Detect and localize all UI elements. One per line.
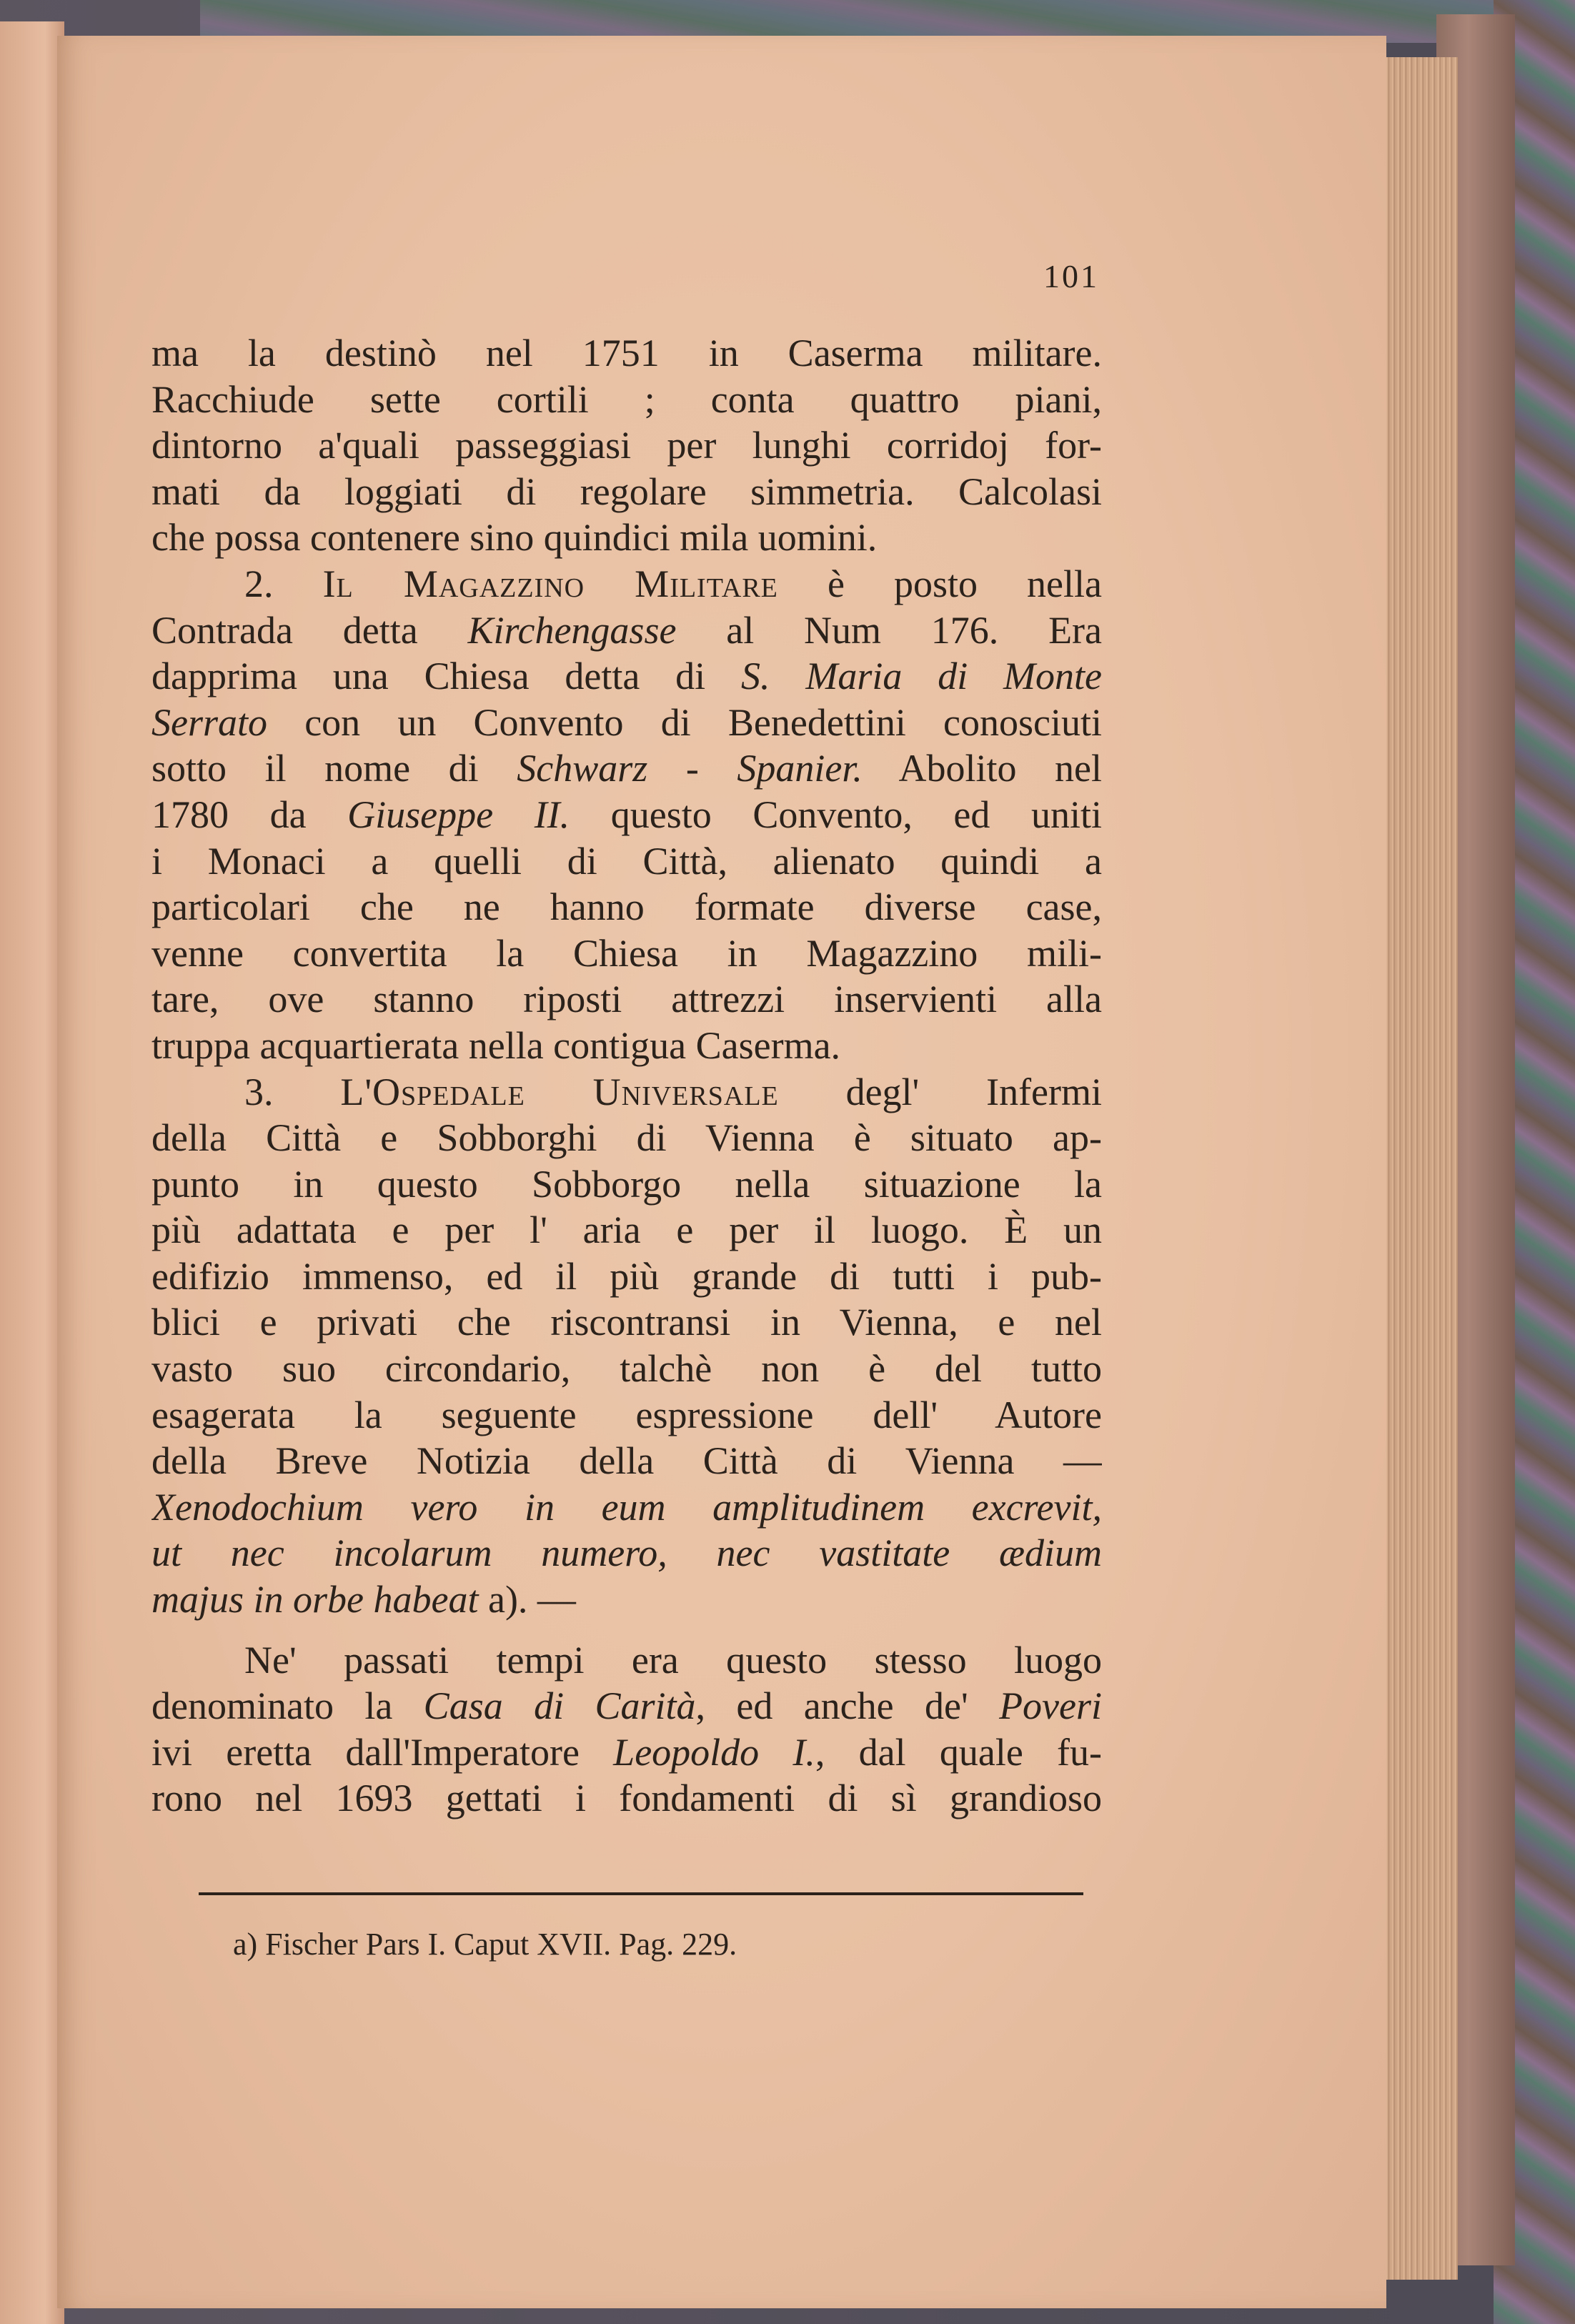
text-span: i Monaci a quelli di Città, alienato quindi a <box>151 839 1102 883</box>
text-span: mati da loggiati di regolare simmetria. Calcolasi <box>151 470 1102 513</box>
text-span: , dal quale fu- <box>815 1730 1102 1774</box>
text-line <box>151 838 1102 885</box>
italic-text: majus in orbe habeat <box>151 1578 479 1622</box>
text-line <box>151 1530 1102 1576</box>
page-edges <box>1379 57 1458 2280</box>
text-line <box>151 561 1102 607</box>
text-line <box>151 1299 1102 1346</box>
text-line <box>151 330 1102 377</box>
text-span: punto in questo Sobborgo nella situazione la <box>151 1162 1102 1206</box>
text-span: ma la destinò nel 1751 in Caserma militare. <box>151 332 1102 374</box>
text-line <box>151 1023 1102 1069</box>
text-line <box>151 422 1102 469</box>
text-line <box>151 607 1102 654</box>
text-line <box>151 653 1102 700</box>
text-span: vasto suo circondario, talchè non è del tutto <box>151 1347 1102 1391</box>
italic-text: Poveri <box>999 1684 1102 1728</box>
text-span: 3. <box>244 1070 341 1113</box>
italic-text: Leopoldo I. <box>613 1730 815 1774</box>
text-span: della Breve Notizia della Città di Vienna — <box>151 1439 1102 1483</box>
italic-text: ut nec incolarum numero, nec vastitate ædium <box>151 1531 1102 1575</box>
text-span: degl' Infermi <box>778 1070 1102 1113</box>
text-span: più adattata e per l' aria e per il luogo. È un <box>151 1208 1102 1252</box>
text-line <box>151 792 1102 838</box>
body-text <box>151 330 1102 1822</box>
text-span: al Num 176. Era <box>676 608 1102 652</box>
italic-text: Giuseppe II. <box>347 793 570 836</box>
text-span: Racchiude sette cortili ; conta quattro piani, <box>151 377 1102 421</box>
text-span: truppa acquartierata nella contigua Caserma. <box>151 1023 841 1067</box>
text-span: che possa contenere sino quindici mila uomini. <box>151 516 878 560</box>
text-span: dapprima una Chiesa detta di <box>151 655 742 698</box>
text-line <box>151 1775 1102 1822</box>
footnote-rule <box>199 1892 1083 1895</box>
text-span: Contrada detta <box>151 608 468 652</box>
text-line <box>151 1346 1102 1392</box>
text-line <box>151 1392 1102 1439</box>
facing-page-edge <box>0 21 64 2324</box>
text-line <box>151 700 1102 746</box>
paragraph-gap <box>151 1623 1102 1637</box>
text-span: esagerata la seguente espressione dell' Autore <box>151 1393 1102 1436</box>
text-span: denominato la <box>151 1684 424 1728</box>
italic-text: Casa di Carità <box>423 1684 696 1728</box>
text-line <box>151 1253 1102 1300</box>
italic-text: S. Maria di Monte <box>741 655 1102 698</box>
text-line <box>151 469 1102 515</box>
text-span: ivi eretta dall'Imperatore <box>151 1730 614 1774</box>
text-span: dintorno a'quali passeggiasi per lunghi corridoj for- <box>151 424 1102 467</box>
text-line <box>151 1207 1102 1253</box>
text-line <box>151 1161 1102 1208</box>
text-line <box>151 1683 1102 1729</box>
text-span: è posto nella <box>777 562 1102 605</box>
text-line <box>151 1729 1102 1776</box>
text-span: Abolito nel <box>862 747 1102 790</box>
text-line <box>151 1438 1102 1484</box>
text-line <box>151 930 1102 977</box>
text-line <box>151 1069 1102 1116</box>
text-line <box>151 1576 1102 1623</box>
text-span: con un Convento di Benedettini conosciuti <box>267 700 1102 744</box>
text-span: Ne' passati tempi era questo stesso luogo <box>244 1638 1102 1682</box>
text-line <box>151 1484 1102 1531</box>
text-span: , ed anche de' <box>695 1684 1000 1728</box>
italic-text: Serrato <box>151 700 267 744</box>
text-span: 2. <box>244 562 323 605</box>
text-span: a). — <box>478 1578 576 1622</box>
text-span: venne convertita la Chiesa in Magazzino mili- <box>151 931 1102 975</box>
italic-text: Kirchengasse <box>467 608 677 652</box>
text-line <box>151 745 1102 792</box>
text-line <box>151 1637 1102 1684</box>
text-span: questo Convento, ed uniti <box>570 793 1102 836</box>
page-number: 101 <box>1043 258 1099 294</box>
text-span: della Città e Sobborghi di Vienna è situato ap- <box>151 1116 1102 1160</box>
footnote: a) Fischer Pars I. Caput XVII. Pag. 229. <box>233 1927 737 1962</box>
italic-text: Schwarz - Spanier. <box>517 747 863 790</box>
text-span: edifizio immenso, ed il più grande di tutti i pub- <box>151 1254 1102 1298</box>
text-line <box>151 1115 1102 1161</box>
text-span: particolari che ne hanno formate diverse case, <box>151 885 1102 929</box>
text-span: tare, ove stanno riposti attrezzi inservienti alla <box>151 978 1102 1021</box>
text-span: rono nel 1693 gettati i fondamenti di sì grandioso <box>151 1777 1102 1820</box>
text-line <box>151 976 1102 1023</box>
text-span: 1780 da <box>151 793 348 836</box>
text-line <box>151 515 1102 561</box>
italic-text: Xenodochium vero in eum amplitudinem excrevit, <box>151 1485 1102 1529</box>
text-span: sotto il nome di <box>151 747 517 790</box>
text-line <box>151 377 1102 423</box>
small-caps-heading: Il Magazzino Militare <box>322 562 778 605</box>
text-line <box>151 884 1102 930</box>
text-span: blici e privati che riscontransi in Vienna, e nel <box>151 1301 1102 1344</box>
small-caps-heading: L'Ospedale Universale <box>340 1070 779 1113</box>
